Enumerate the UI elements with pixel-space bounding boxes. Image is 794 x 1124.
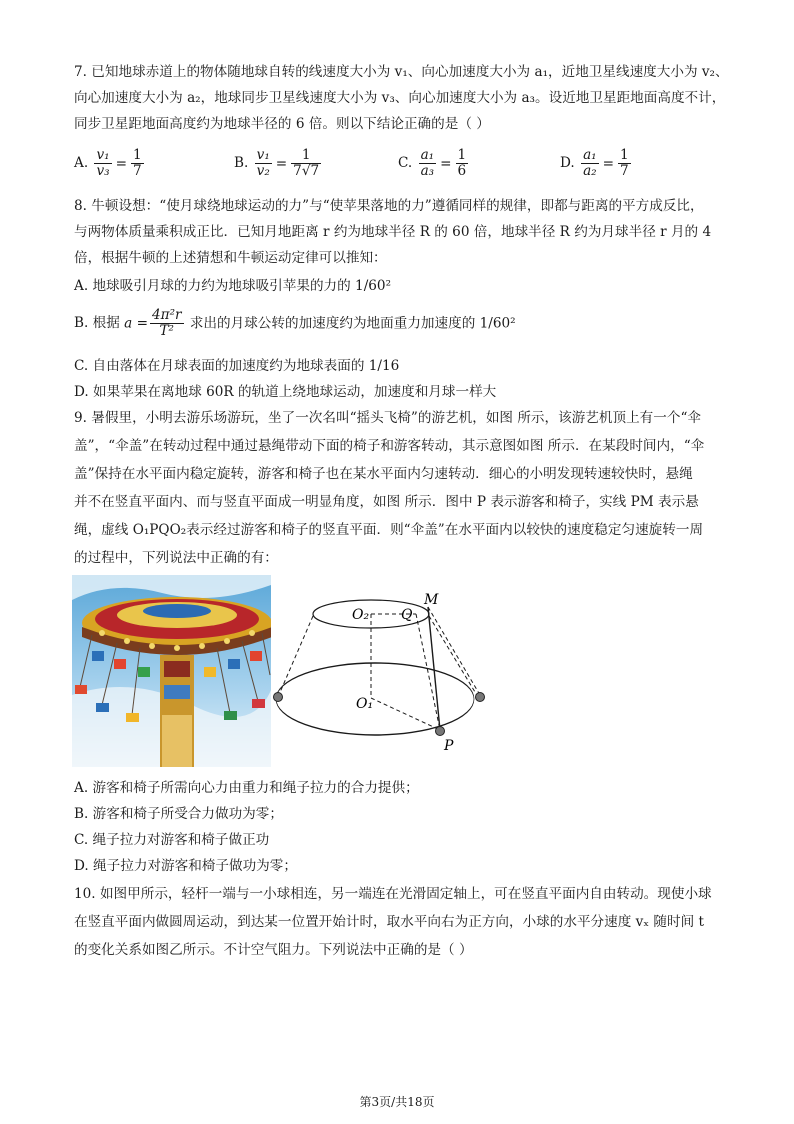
page-footer: 第3页/共18页 — [359, 1095, 435, 1109]
q7-stem-line-1: 7. 已知地球赤道上的物体随地球自转的线速度大小为 v₁、向心加速度大小为 a₁，近地卫星线速度大小为 v₂、 — [74, 64, 729, 80]
q8-option-a[interactable]: A. 地球吸引月球的力约为地球吸引苹果的力的 1/60² — [74, 278, 392, 294]
q7-stem-line-2: 向心加速度大小为 a₂，地球同步卫星线速度大小为 v₃、向心加速度大小为 a₃。设近地卫星距地面高度不计， — [74, 90, 726, 106]
ball-right — [476, 693, 485, 702]
q8-option-b[interactable]: B. 根据 a = $\frac{\text{4π²r}}{\text{T²}}$ 求出的月球公转的加速度约为地面重力加速度的 1/60² — [74, 307, 516, 339]
option-label: B. — [234, 155, 249, 171]
option-label: D. — [560, 155, 575, 171]
ball-left — [274, 693, 283, 702]
label-o2: O₂ — [352, 607, 370, 623]
q7-option-a[interactable]: A. $\frac{\text{v₁}}{\text{v₃}}$ = $\frac{1}{7}$ — [74, 147, 142, 179]
fraction-right: $\frac{1}{7}$ — [133, 147, 142, 179]
fraction-right: $\frac{1}{6}$ — [457, 147, 467, 179]
q9-stem-line-1: 9. 暑假里，小明去游乐场游玩，坐了一次名叫“摇头飞椅”的游艺机，如图 所示，该游艺机顶上有一个“伞 — [74, 410, 701, 426]
q9-option-c[interactable]: C. 绳子拉力对游客和椅子做正功 — [74, 832, 270, 848]
q9-stem-line-5: 绳，虚线 O₁PQO₂表示经过游客和椅子的竖直平面．则“伞盖”在水平面内以较快的速度稳定匀速旋转一周 — [74, 522, 704, 538]
q8-option-d[interactable]: D. 如果苹果在离地球 60R 的轨道上绕地球运动，加速度和月球一样大 — [74, 384, 497, 400]
fraction-left: $\frac{\text{v₁}}{\text{v₃}}$ — [96, 147, 110, 179]
formula-fraction: $\frac{\text{4π²r}}{\text{T²}}$ — [151, 307, 182, 339]
option-label: C. — [398, 155, 413, 171]
q8-option-c[interactable]: C. 自由落体在月球表面的加速度约为地球表面的 1/16 — [74, 358, 400, 374]
q10-stem-line-1: 10. 如图甲所示，轻杆一端与一小球相连，另一端连在光滑固定轴上，可在竖直平面内自由转动。现使小球 — [74, 886, 712, 902]
q9-stem-line-2: 盖”，“伞盖”在转动过程中通过悬绳带动下面的椅子和游客转动，其示意图如图 所示．在某段时间内，“伞 — [74, 438, 705, 454]
swing-ride-photo — [72, 575, 271, 767]
fraction-left: $\frac{\text{a₁}}{\text{a₂}}$ — [583, 147, 597, 179]
q8-stem-line-2: 与两物体质量乘积成正比．已知月地距离 r 约为地球半径 R 的 60 倍，地球半径 R 约为月球半径 r 月的 4 — [74, 224, 712, 240]
swing-ride-diagram — [268, 590, 498, 750]
q9-option-a[interactable]: A. 游客和椅子所需向心力由重力和绳子拉力的合力提供； — [74, 780, 419, 796]
fraction-left: $\frac{\text{v₁}}{\text{v₂}}$ — [256, 147, 270, 179]
label-p: P — [444, 738, 454, 750]
q7-option-b[interactable]: B. $\frac{\text{v₁}}{\text{v₂}}$ = $\frac{1}{7√7}$ — [234, 147, 320, 179]
label-m: M — [424, 592, 439, 608]
fraction-left: $\frac{\text{a₁}}{\text{a₃}}$ — [420, 147, 435, 179]
q9-stem-line-4: 并不在竖直平面内、而与竖直平面成一明显角度，如图 所示．图中 P 表示游客和椅子，实线 PM 表示悬 — [74, 494, 699, 510]
q9-option-d[interactable]: D. 绳子拉力对游客和椅子做功为零； — [74, 858, 297, 874]
ball-p — [436, 727, 445, 736]
option-label: A. — [74, 155, 89, 171]
q9-stem-line-6: 的过程中，下列说法中正确的有： — [74, 550, 278, 566]
q7-option-c[interactable]: C. $\frac{\text{a₁}}{\text{a₃}}$ = $\frac{1}{6}$ — [398, 147, 467, 179]
q8-stem-line-3: 倍，根据牛顿的上述猜想和牛顿运动定律可以推知： — [74, 250, 387, 266]
q7-stem-line-3: 同步卫星距地面高度约为地球半径的 6 倍。则以下结论正确的是（ ） — [74, 116, 490, 132]
q9-stem-line-3: 盖”保持在水平面内稳定旋转，游客和椅子也在某水平面内匀速转动．细心的小明发现转速较快时，悬绳 — [74, 466, 693, 482]
q7-option-d[interactable]: D. $\frac{\text{a₁}}{\text{a₂}}$ = $\frac{1}{7}$ — [560, 147, 629, 179]
fraction-right: $\frac{1}{7√7}$ — [293, 147, 320, 179]
q10-stem-line-2: 在竖直平面内做圆周运动，到达某一位置开始计时，取水平向右为正方向，小球的水平分速度 vₓ 随时间 t — [74, 914, 704, 930]
label-q: Q — [401, 607, 413, 623]
fraction-right: $\frac{1}{7}$ — [620, 147, 629, 179]
q8-stem-line-1: 8. 牛顿设想：“使月球绕地球运动的力”与“使苹果落地的力”遵循同样的规律，即都与距离的平方成反比， — [74, 198, 704, 214]
q10-stem-line-3: 的变化关系如图乙所示。不计空气阻力。下列说法中正确的是（ ） — [74, 942, 473, 958]
q9-option-b[interactable]: B. 游客和椅子所受合力做功为零； — [74, 806, 283, 822]
label-o1: O₁ — [356, 696, 374, 712]
bottom-ellipse — [276, 663, 474, 735]
